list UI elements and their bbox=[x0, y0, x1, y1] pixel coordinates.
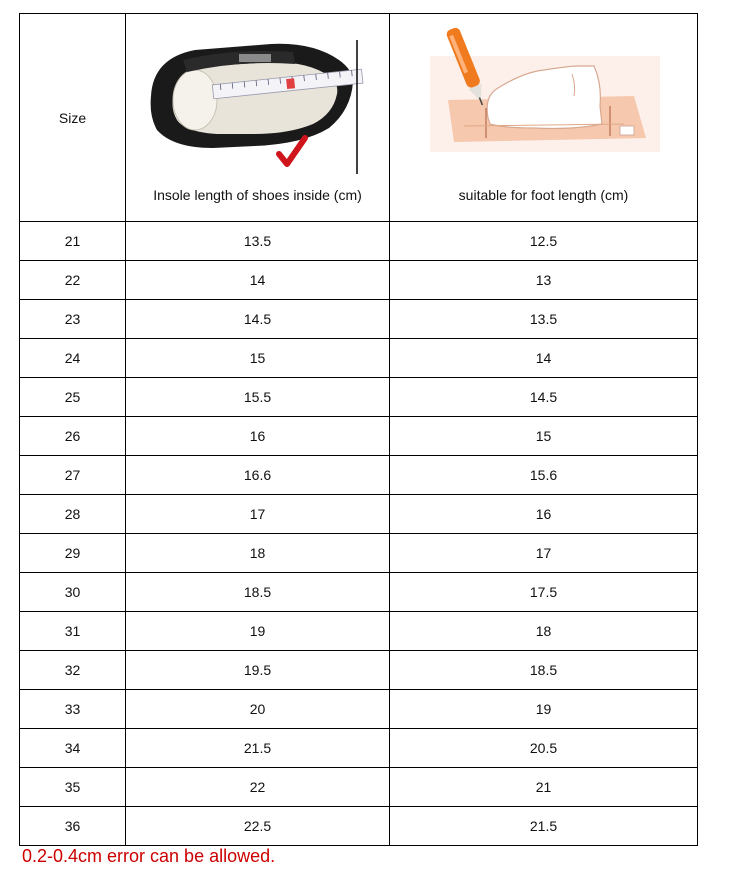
insole-length-cell: 16.6 bbox=[126, 456, 390, 495]
insole-length-cell: 21.5 bbox=[126, 729, 390, 768]
size-cell: 26 bbox=[20, 417, 126, 456]
table-row bbox=[20, 534, 698, 573]
table-row bbox=[20, 378, 698, 417]
insole-length-cell: 22 bbox=[126, 768, 390, 807]
insole-length-cell: 18.5 bbox=[126, 573, 390, 612]
foot-length-cell: 12.5 bbox=[390, 222, 698, 261]
header-foot-cell bbox=[390, 14, 698, 222]
tolerance-note: 0.2-0.4cm error can be allowed. bbox=[22, 846, 276, 866]
insole-length-cell: 13.5 bbox=[126, 222, 390, 261]
table-row bbox=[20, 417, 698, 456]
table-row bbox=[20, 222, 698, 261]
size-cell: 34 bbox=[20, 729, 126, 768]
insole-length-cell: 20 bbox=[126, 690, 390, 729]
table-row bbox=[20, 651, 698, 690]
insole-length-cell: 19 bbox=[126, 612, 390, 651]
table-row bbox=[20, 612, 698, 651]
size-cell: 35 bbox=[20, 768, 126, 807]
size-header-label: Size bbox=[58, 109, 87, 126]
size-cell: 32 bbox=[20, 651, 126, 690]
table-row bbox=[20, 807, 698, 846]
foot-length-cell: 14.5 bbox=[390, 378, 698, 417]
insole-header-label: Insole length of shoes inside (cm) bbox=[153, 187, 362, 203]
insole-length-cell: 15.5 bbox=[126, 378, 390, 417]
table-row bbox=[20, 729, 698, 768]
size-cell: 23 bbox=[20, 300, 126, 339]
foot-length-cell: 18 bbox=[390, 612, 698, 651]
size-cell: 33 bbox=[20, 690, 126, 729]
size-cell: 36 bbox=[20, 807, 126, 846]
table-row bbox=[20, 690, 698, 729]
size-cell: 30 bbox=[20, 573, 126, 612]
size-cell: 21 bbox=[20, 222, 126, 261]
foot-length-cell: 15 bbox=[390, 417, 698, 456]
table-row bbox=[20, 495, 698, 534]
insole-length-cell: 17 bbox=[126, 495, 390, 534]
foot-header-label: suitable for foot length (cm) bbox=[458, 187, 629, 203]
size-chart-table bbox=[19, 13, 698, 846]
size-cell: 24 bbox=[20, 339, 126, 378]
foot-length-cell: 15.6 bbox=[390, 456, 698, 495]
table-row bbox=[20, 456, 698, 495]
foot-length-cell: 19 bbox=[390, 690, 698, 729]
insole-length-cell: 19.5 bbox=[126, 651, 390, 690]
insole-length-cell: 22.5 bbox=[126, 807, 390, 846]
table-row bbox=[20, 300, 698, 339]
foot-length-cell: 18.5 bbox=[390, 651, 698, 690]
insole-length-cell: 14.5 bbox=[126, 300, 390, 339]
insole-length-cell: 14 bbox=[126, 261, 390, 300]
size-cell: 22 bbox=[20, 261, 126, 300]
header-size-cell bbox=[20, 14, 126, 222]
foot-length-cell: 17 bbox=[390, 534, 698, 573]
foot-length-cell: 21.5 bbox=[390, 807, 698, 846]
foot-length-cell: 16 bbox=[390, 495, 698, 534]
foot-length-cell: 13.5 bbox=[390, 300, 698, 339]
foot-length-cell: 21 bbox=[390, 768, 698, 807]
table-row bbox=[20, 261, 698, 300]
foot-length-cell: 14 bbox=[390, 339, 698, 378]
table-row bbox=[20, 339, 698, 378]
foot-length-cell: 20.5 bbox=[390, 729, 698, 768]
header-insole-cell bbox=[126, 14, 390, 222]
foot-length-cell: 17.5 bbox=[390, 573, 698, 612]
size-cell: 31 bbox=[20, 612, 126, 651]
table-row bbox=[20, 768, 698, 807]
size-cell: 27 bbox=[20, 456, 126, 495]
size-cell: 25 bbox=[20, 378, 126, 417]
foot-length-cell: 13 bbox=[390, 261, 698, 300]
header-row bbox=[20, 14, 698, 222]
insole-length-cell: 16 bbox=[126, 417, 390, 456]
size-cell: 29 bbox=[20, 534, 126, 573]
table-row bbox=[20, 573, 698, 612]
insole-length-cell: 15 bbox=[126, 339, 390, 378]
size-cell: 28 bbox=[20, 495, 126, 534]
shoe-insole-measuring-icon bbox=[143, 26, 373, 186]
foot-measuring-icon bbox=[424, 26, 664, 156]
insole-length-cell: 18 bbox=[126, 534, 390, 573]
